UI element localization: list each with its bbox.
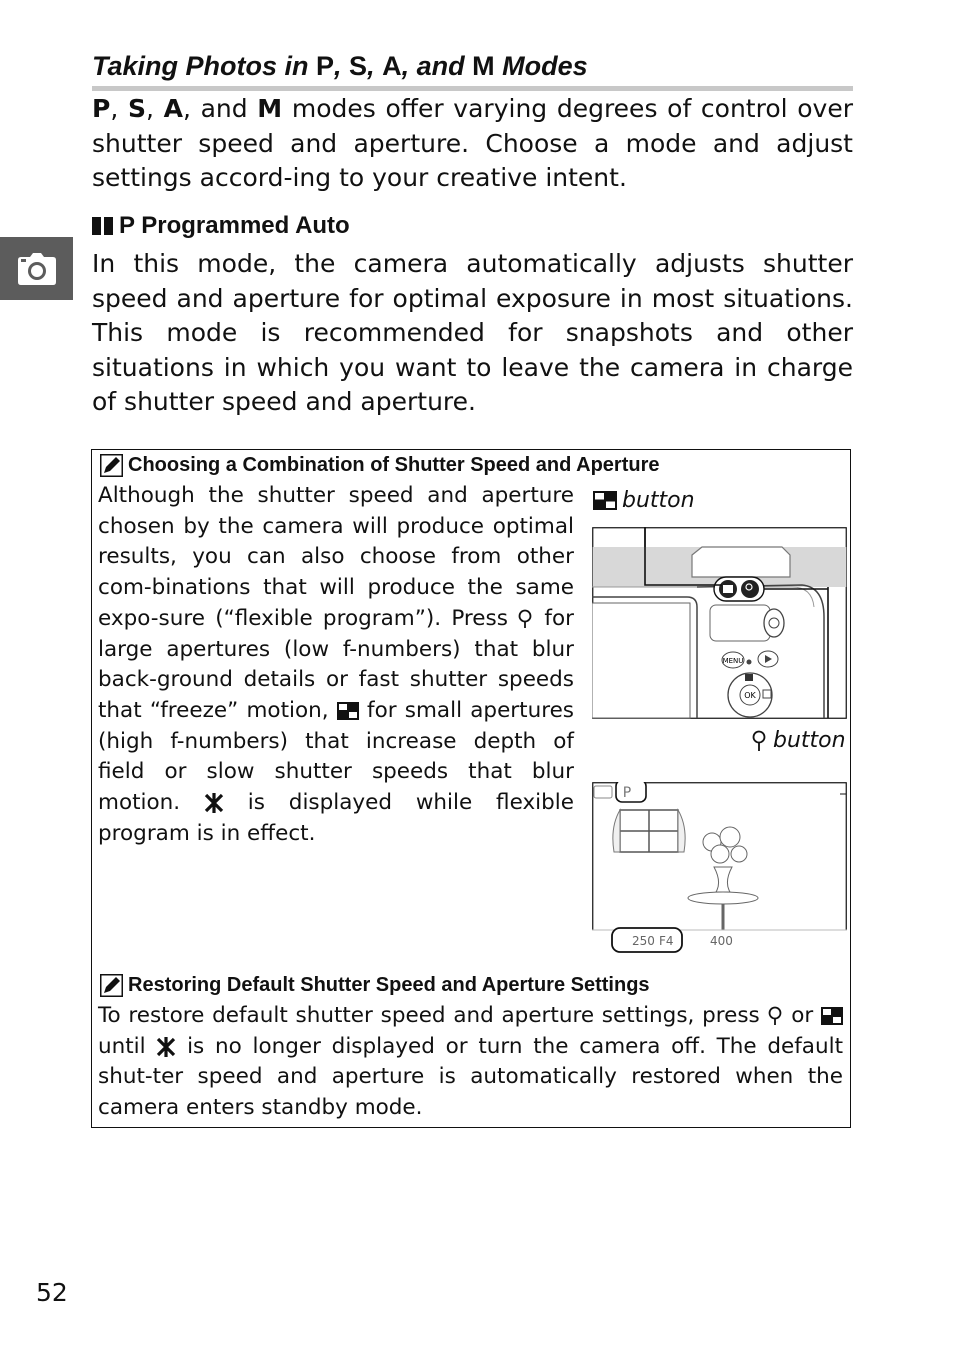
title-rule [92, 86, 853, 91]
section-heading: P Programmed Auto [92, 212, 350, 240]
zoom-out-icon [821, 1007, 843, 1025]
svg-text:MENU: MENU [722, 657, 744, 665]
note1-heading: Choosing a Combination of Shutter Speed and Aperture [100, 454, 660, 477]
intro-paragraph: P, S, A, and M modes offer varying degrees of control over shutter speed and aperture. Choose a mode and adjust settings accord-ing to your creative intent. [92, 94, 853, 192]
page-title: Taking Photos in P, S, A, and M Modes [92, 51, 588, 81]
side-tab [0, 237, 73, 300]
svg-text:400: 400 [710, 934, 733, 948]
section-body: In this mode, the camera automatically adjusts shutter speed and aperture for optimal exposure in most situations. This mode is recommended for snapshots and other situations in which you want to leave the camera in charge of shutter speed and aperture. [92, 249, 853, 416]
zoom-in-icon [518, 609, 534, 629]
page-number: 52 [36, 1278, 68, 1307]
note-box [91, 449, 851, 1128]
pencil-icon [100, 974, 123, 997]
section-marker-icon [92, 217, 113, 235]
monitor-display-illustration [592, 782, 847, 954]
pencil-icon [100, 454, 123, 477]
svg-text:250: 250 [632, 934, 655, 948]
zoom-in-icon [752, 730, 768, 752]
zoom-out-icon [337, 702, 359, 720]
flexible-program-icon [204, 793, 224, 813]
note2-heading: Restoring Default Shutter Speed and Aperture Settings [100, 974, 650, 997]
svg-text:OK: OK [744, 691, 756, 700]
zoom-in-button-label: button [752, 728, 846, 753]
note2-text: To restore default shutter speed and aperture settings, press or until is no longer displayed or turn the camera off. The default shut-ter speed and aperture is automatically restored when the camera enters standby mode. [98, 1003, 843, 1121]
zoom-out-icon [593, 491, 617, 510]
camera-icon [18, 253, 56, 285]
camera-back-illustration [592, 527, 847, 719]
zoom-out-button-label: button [593, 488, 695, 513]
svg-text:P: P [622, 785, 632, 801]
flexible-program-icon [156, 1037, 176, 1057]
note1-text: Although the shutter speed and aperture chosen by the camera will produce optimal results, you can also choose from other com-binations that will produce the same expo-sure (“flexible program”). Press for large apertures (low f-numbers) that blur back-ground details or fast shutter speeds that “freeze” motion, for small apertures (high f-numbers) that increase depth of field or slow shutter speeds that blur motion. is displayed while flexible program is in effect. [98, 483, 574, 846]
svg-text:F4: F4 [659, 934, 674, 948]
zoom-in-icon [768, 1006, 784, 1026]
